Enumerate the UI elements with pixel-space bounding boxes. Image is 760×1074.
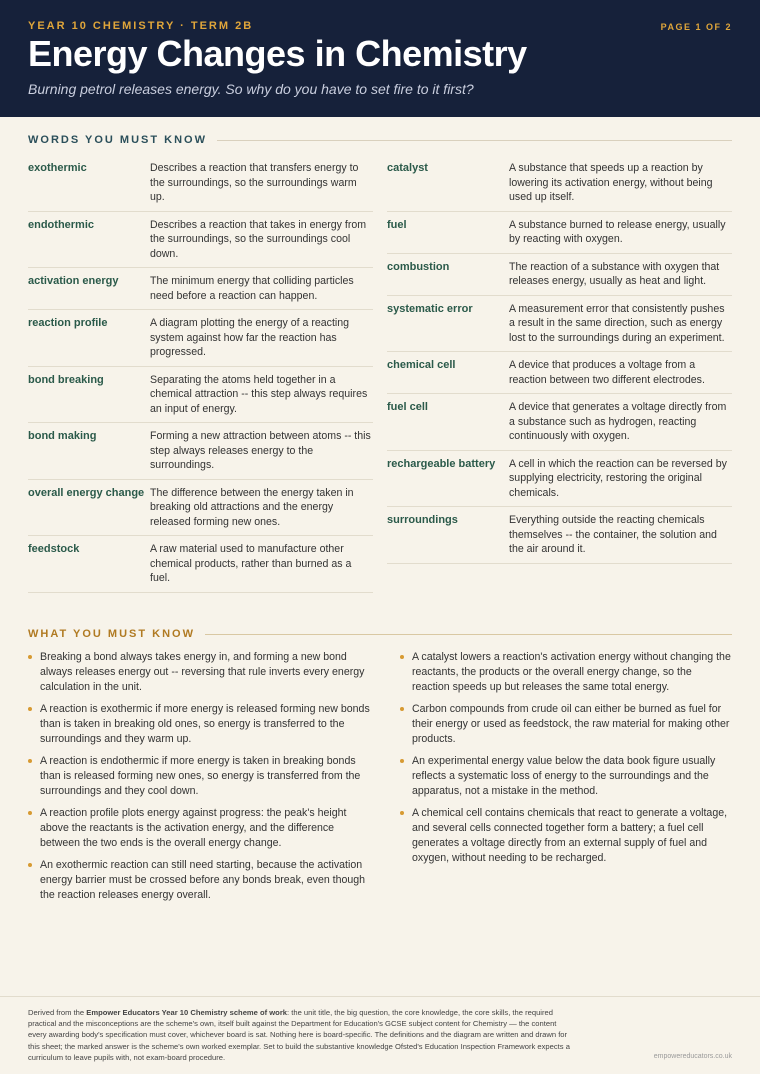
glossary-row xyxy=(387,296,732,353)
source-note-prefix: Derived from the xyxy=(28,1008,87,1017)
glossary-definition: The minimum energy that colliding particles need before a reaction can happen. xyxy=(150,275,354,302)
key-points xyxy=(28,650,732,910)
glossary-row xyxy=(28,155,373,212)
glossary-column-left xyxy=(28,155,373,593)
key-point: An experimental energy value below the data book figure usually reflects a systematic loss of energy to the surroundings and the apparatus, not a mistake in the method. xyxy=(400,754,732,799)
glossary-row xyxy=(28,536,373,593)
glossary-definition: A device that generates a voltage directly from a substance such as hydrogen, reacting continuously with oxygen. xyxy=(509,401,727,442)
glossary-term: activation energy xyxy=(28,275,119,287)
glossary-row xyxy=(387,212,732,254)
glossary-definition: A substance that speeds up a reaction by lowering its activation energy, without being used up itself. xyxy=(509,162,713,203)
glossary-definition: The difference between the energy taken in breaking old attractions and the energy released forming new ones. xyxy=(150,486,354,528)
glossary-term: bond breaking xyxy=(28,373,104,386)
glossary-definition: Describes a reaction that takes in energy from the surroundings, so the surroundings cool down. xyxy=(150,218,367,260)
glossary-row xyxy=(387,451,732,508)
key-point: Carbon compounds from crude oil can either be burned as fuel for their energy or used as feedstock, the raw material for making other products. xyxy=(400,702,732,747)
glossary-term: fuel xyxy=(387,218,407,231)
glossary-term: overall energy change xyxy=(28,486,145,499)
glossary-row xyxy=(28,268,373,310)
big-question: Burning petrol releases energy. So why do you have to set fire to it first? xyxy=(28,81,474,97)
words-heading-label: WORDS YOU MUST KNOW xyxy=(28,134,207,146)
key-point: A reaction is exothermic if more energy is released forming new bonds than is taken in breaking old ones, so energy is transferred to the surroundings and they warm up. xyxy=(28,702,370,747)
divider xyxy=(217,140,732,141)
glossary-term: rechargeable battery xyxy=(387,457,496,470)
glossary-definition: A device that produces a voltage from a reaction between two different electrodes. xyxy=(509,359,705,386)
key-point: A catalyst lowers a reaction's activation energy without changing the reactants, the products or the overall energy change, so the reaction speeds up but releases the same total energy. xyxy=(400,650,732,695)
know-heading-label: WHAT YOU MUST KNOW xyxy=(28,628,195,640)
page-footer xyxy=(0,996,760,1074)
glossary-term: chemical cell xyxy=(387,359,456,371)
divider xyxy=(205,634,732,635)
glossary-term: combustion xyxy=(387,260,450,273)
glossary-column-right xyxy=(387,155,732,593)
key-point: Breaking a bond always takes energy in, and forming a new bond always releases energy out -- reversing that rule inverts every energy calculation in the unit. xyxy=(28,650,370,695)
know-section-heading xyxy=(28,628,732,640)
glossary-definition: A measurement error that consistently pushes a result in the same direction, such as energy lost to the surroundings during an experiment. xyxy=(509,302,725,344)
site-url: empowereducators.co.uk xyxy=(653,1053,732,1060)
glossary-term: bond making xyxy=(28,430,97,442)
glossary-row xyxy=(387,394,732,451)
glossary-definition: A substance burned to release energy, usually by reacting with oxygen. xyxy=(509,218,726,245)
glossary-definition: Describes a reaction that transfers energy to the surroundings, so the surroundings warm up. xyxy=(150,162,359,203)
scheme-name: Empower Educators Year 10 Chemistry scheme of work xyxy=(86,1008,288,1017)
glossary xyxy=(28,155,732,593)
page-title: Energy Changes in Chemistry xyxy=(28,33,527,74)
glossary-row xyxy=(28,212,373,269)
glossary-definition: Everything outside the reacting chemicals themselves -- the container, the solution and the air around it. xyxy=(509,514,717,555)
glossary-term: catalyst xyxy=(387,162,428,174)
course-label: YEAR 10 CHEMISTRY · TERM 2B xyxy=(28,20,254,32)
glossary-row xyxy=(387,507,732,564)
glossary-row xyxy=(28,310,373,367)
glossary-definition: Separating the atoms held together in a chemical attraction -- this step always requires an input of energy. xyxy=(150,373,368,415)
glossary-term: feedstock xyxy=(28,543,80,555)
glossary-row xyxy=(28,480,373,537)
key-points-column-right xyxy=(400,650,732,910)
glossary-term: surroundings xyxy=(387,514,458,526)
key-points-column-left xyxy=(28,650,370,910)
glossary-term: endothermic xyxy=(28,218,95,231)
glossary-row xyxy=(387,352,732,394)
page-header xyxy=(0,0,760,117)
glossary-row xyxy=(387,254,732,296)
glossary-term: exothermic xyxy=(28,162,87,174)
key-point: A reaction profile plots energy against progress: the peak's height above the reactants is the activation energy, and the difference between the two ends is the overall energy change. xyxy=(28,806,370,851)
page-number: PAGE 1 OF 2 xyxy=(660,22,732,32)
glossary-definition: A cell in which the reaction can be reversed by supplying electricity, restoring the original chemicals. xyxy=(509,457,727,499)
key-point: A chemical cell contains chemicals that react to generate a voltage, and several cells connected together form a battery; a fuel cell generates a voltage directly from an external supply of fuel and oxygen, without needing to be recharged. xyxy=(400,806,732,866)
words-section-heading xyxy=(28,134,732,146)
glossary-term: reaction profile xyxy=(28,317,108,329)
glossary-definition: Forming a new attraction between atoms -- this step always releases energy to the surroundings. xyxy=(150,430,371,471)
glossary-row xyxy=(387,155,732,212)
glossary-row xyxy=(28,423,373,480)
key-point: A reaction is endothermic if more energy is taken in breaking bonds than is released forming new ones, so energy is transferred from the surroundings and they cool down. xyxy=(28,754,370,799)
glossary-definition: A raw material used to manufacture other chemical products, rather than burned as a fuel. xyxy=(150,543,352,584)
glossary-definition: A diagram plotting the energy of a reacting system against how far the reaction has progressed. xyxy=(150,317,350,358)
glossary-term: systematic error xyxy=(387,302,473,315)
source-note xyxy=(28,1007,576,1063)
glossary-term: fuel cell xyxy=(387,401,428,413)
source-note-body: : the unit title, the big question, the core knowledge, the core skills, the required practical and the misconceptions are the scheme's own, itself built against the Department for Education's GCSE subject content for Chemistry — the content every awarding body's specification must cover, whichever board is sat. Nothing here is board-specific. The definitions and the diagram are written and drawn for this sheet; the marked answer is the scheme's own worked exemplar. Set to build the substantive knowledge Ofsted's Education Inspection Framework expects a curriculum to leave pupils with, not exam-board procedure. xyxy=(28,1008,570,1062)
glossary-definition: The reaction of a substance with oxygen that releases energy, usually as heat and light. xyxy=(509,260,720,287)
key-point: An exothermic reaction can still need starting, because the activation energy barrier must be crossed before any bonds break, even though the reaction releases energy overall. xyxy=(28,858,370,903)
glossary-row xyxy=(28,367,373,424)
